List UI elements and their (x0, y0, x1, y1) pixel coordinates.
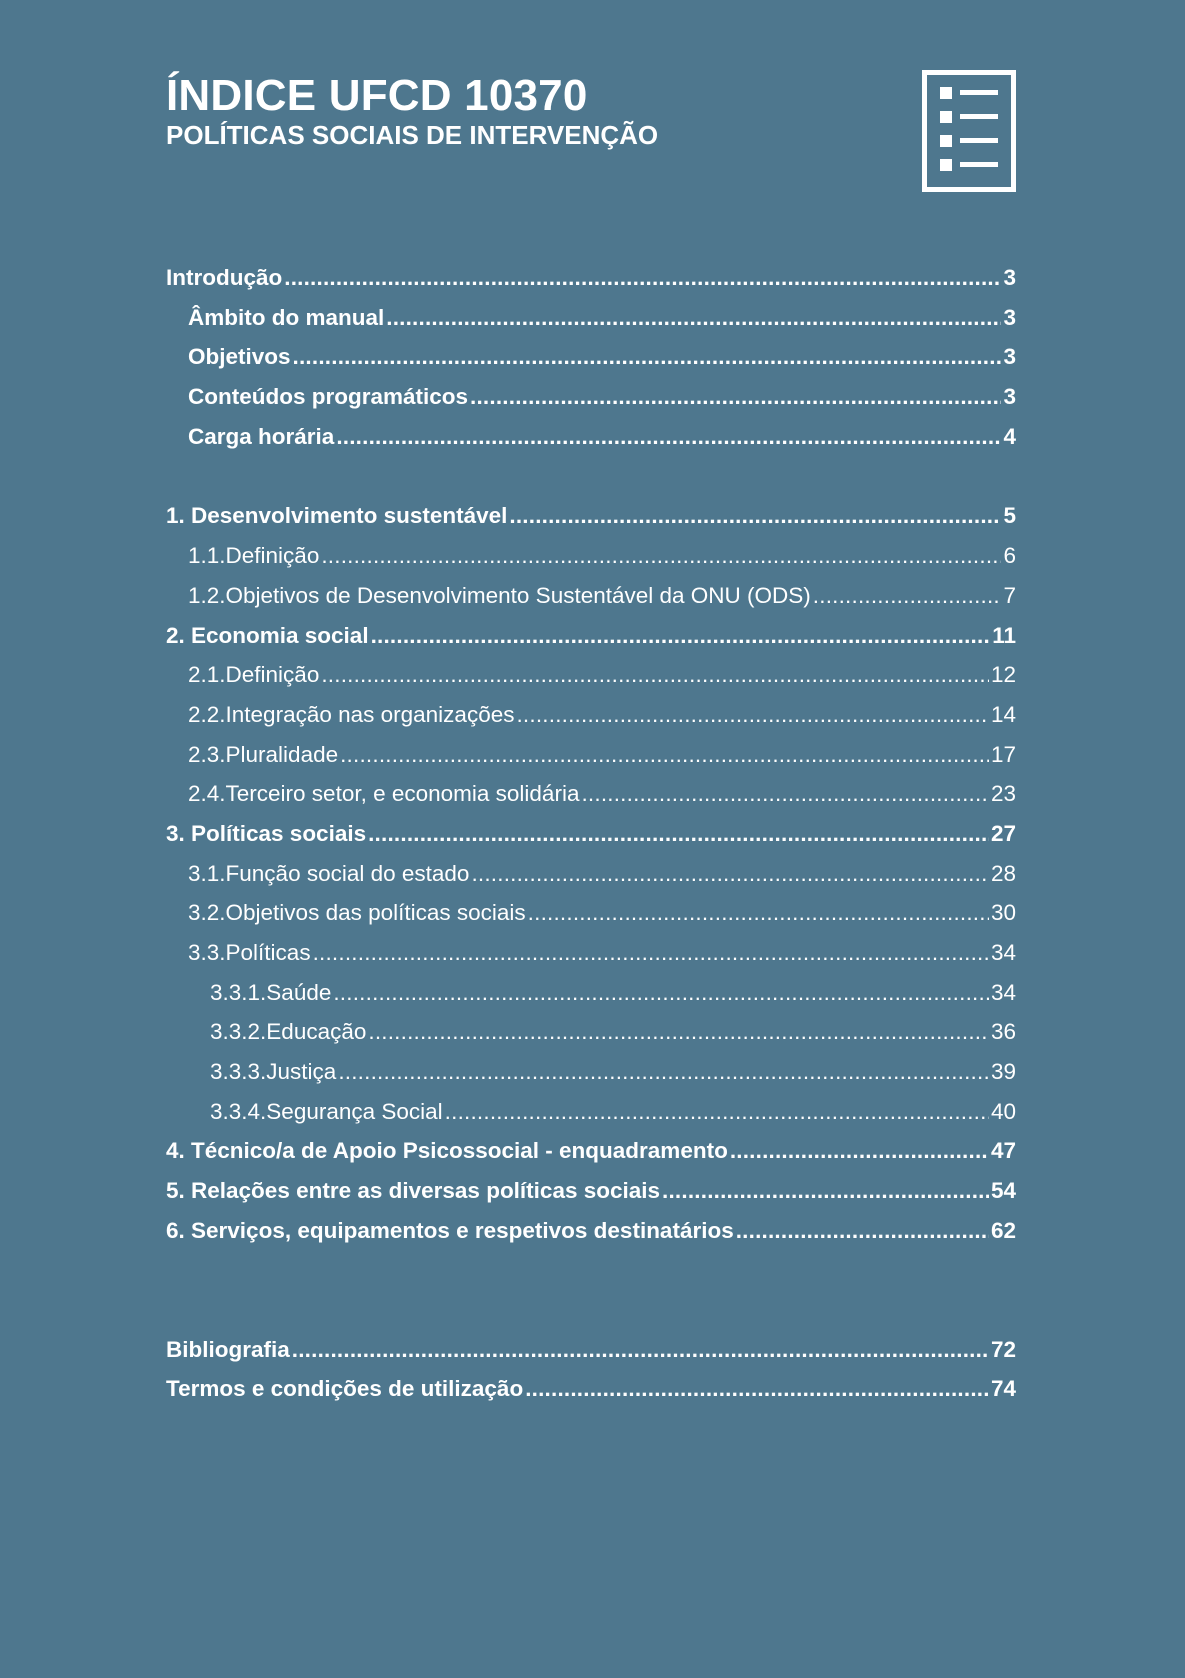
toc-entry-page-number: 5 (1003, 503, 1016, 529)
toc-dot-leader (471, 854, 989, 894)
toc-entry[interactable] (166, 973, 1016, 1013)
toc-dot-leader (581, 774, 989, 814)
toc-dot-leader (313, 933, 989, 973)
toc-dot-leader (662, 1171, 989, 1211)
toc-entry-page-number: 7 (1003, 582, 1016, 608)
toc-dot-leader (284, 258, 1001, 298)
toc-dot-leader (813, 576, 1002, 616)
toc-entry[interactable] (166, 1330, 1016, 1370)
toc-entry-page-number: 72 (990, 1336, 1016, 1362)
toc-entry-page-number: 12 (990, 662, 1016, 688)
toc-entry-page-number: 34 (990, 979, 1016, 1005)
toc-dot-leader (336, 417, 1001, 457)
toc-entry[interactable] (166, 933, 1016, 973)
toc-entry-label: Carga horária (188, 423, 335, 449)
toc-entry[interactable] (166, 1012, 1016, 1052)
toc-entry[interactable] (166, 576, 1016, 616)
toc-entry[interactable] (166, 1052, 1016, 1092)
toc-entry[interactable] (166, 814, 1016, 854)
toc-entry-page-number: 14 (990, 701, 1016, 727)
toc-entry-label: 2.3.Pluralidade (188, 741, 339, 767)
toc-entry-label: 3.2.Objetivos das políticas sociais (188, 900, 526, 926)
toc-dot-leader (340, 735, 989, 775)
toc-entry-label: 4. Técnico/a de Apoio Psicossocial - enquadramento (166, 1138, 728, 1164)
toc-dot-leader (368, 814, 989, 854)
toc-entry-page-number: 30 (990, 900, 1016, 926)
toc-entry[interactable] (166, 735, 1016, 775)
toc-entry-label: Âmbito do manual (188, 304, 385, 330)
toc-dot-leader (321, 655, 989, 695)
page-title: ÍNDICE UFCD 10370 (166, 71, 588, 120)
toc-dot-leader (445, 1092, 989, 1132)
toc-entry-page-number: 36 (990, 1019, 1016, 1045)
toc-entry-label: 1.1.Definição (188, 543, 320, 569)
toc-dot-leader (736, 1211, 989, 1251)
toc-entry-page-number: 3 (1003, 265, 1016, 290)
toc-entry-label: 3.3.1.Saúde (210, 979, 332, 1005)
toc-entry-page-number: 17 (990, 741, 1016, 767)
toc-entry[interactable] (166, 496, 1016, 536)
toc-entry-label: Conteúdos programáticos (188, 384, 469, 410)
page-subtitle: POLÍTICAS SOCIAIS DE INTERVENÇÃO (166, 120, 659, 150)
toc-entry-page-number: 40 (990, 1098, 1016, 1124)
toc-entry-label: 5. Relações entre as diversas políticas sociais (166, 1178, 661, 1204)
toc-entry[interactable] (166, 893, 1016, 933)
document-list-icon (922, 70, 1016, 192)
toc-back-matter-section (166, 1330, 1016, 1409)
toc-dot-leader (333, 973, 989, 1013)
toc-entry[interactable] (166, 298, 1016, 338)
toc-entry[interactable] (166, 1369, 1016, 1409)
toc-entry-page-number: 47 (990, 1138, 1016, 1164)
toc-entry[interactable] (166, 337, 1016, 377)
toc-entry-page-number: 28 (990, 860, 1016, 886)
toc-dot-leader (293, 337, 1002, 377)
toc-dot-leader (368, 1012, 989, 1052)
toc-entry[interactable] (166, 1131, 1016, 1171)
toc-entry-label: 2. Economia social (166, 622, 369, 648)
toc-entry-label: 1. Desenvolvimento sustentável (166, 503, 508, 529)
toc-entry-page-number: 6 (1003, 543, 1016, 569)
toc-entry-page-number: 54 (990, 1178, 1016, 1204)
toc-entry-label: 3.1.Função social do estado (188, 860, 470, 886)
toc-entry-page-number: 4 (1003, 423, 1016, 449)
toc-chapters-section (166, 496, 1016, 1250)
toc-entry[interactable] (166, 1211, 1016, 1251)
toc-entry-label: 3. Políticas sociais (166, 820, 367, 846)
toc-entry[interactable] (166, 417, 1016, 457)
toc-entry-label: Bibliografia (166, 1336, 290, 1362)
toc-dot-leader (470, 377, 1001, 417)
toc-entry-label: 6. Serviços, equipamentos e respetivos destinatários (166, 1217, 734, 1243)
toc-entry-page-number: 3 (1003, 304, 1016, 330)
toc-dot-leader (730, 1131, 989, 1171)
toc-dot-leader (528, 893, 989, 933)
toc-entry-page-number: 3 (1003, 384, 1016, 410)
toc-dot-leader (321, 536, 1001, 576)
toc-dot-leader (292, 1330, 989, 1370)
toc-entry-label: 2.4.Terceiro setor, e economia solidária (188, 781, 580, 807)
toc-entry-label: Introdução (166, 265, 283, 290)
toc-dot-leader (509, 496, 1001, 536)
toc-entry[interactable] (166, 536, 1016, 576)
toc-entry[interactable] (166, 655, 1016, 695)
toc-dot-leader (386, 298, 1001, 338)
toc-entry-label: 3.3.2.Educação (210, 1019, 367, 1045)
toc-entry-page-number: 39 (990, 1059, 1016, 1085)
toc-entry-page-number: 74 (990, 1376, 1016, 1402)
toc-entry-label: Termos e condições de utilização (166, 1376, 524, 1402)
toc-entry-label: 3.3.4.Segurança Social (210, 1098, 443, 1124)
toc-entry-page-number: 3 (1003, 344, 1016, 370)
toc-dot-leader (371, 616, 991, 656)
toc-dot-leader (338, 1052, 989, 1092)
toc-dot-leader (525, 1369, 989, 1409)
toc-entry-label: 1.2.Objetivos de Desenvolvimento Sustentável da ONU (ODS) (188, 582, 811, 608)
toc-entry[interactable] (166, 1092, 1016, 1132)
toc-entry-label: 2.2.Integração nas organizações (188, 701, 515, 727)
page-header (166, 72, 866, 150)
toc-entry-page-number: 34 (990, 940, 1016, 965)
toc-entry-label: 3.3.3.Justiça (210, 1059, 337, 1085)
table-of-contents (166, 258, 1016, 1409)
toc-entry-page-number: 62 (990, 1217, 1016, 1243)
toc-dot-leader (516, 695, 988, 735)
toc-entry[interactable] (166, 1171, 1016, 1211)
toc-entry-page-number: 23 (990, 781, 1016, 807)
toc-entry-label: 2.1.Definição (188, 662, 320, 688)
toc-entry[interactable] (166, 616, 1016, 656)
toc-entry[interactable] (166, 258, 1016, 298)
toc-entry[interactable] (166, 695, 1016, 735)
toc-entry[interactable] (166, 854, 1016, 894)
toc-intro-section (166, 258, 1016, 456)
toc-entry-label: 3.3.Políticas (188, 940, 311, 965)
toc-entry-page-number: 27 (990, 820, 1016, 846)
toc-entry-page-number: 11 (992, 622, 1016, 648)
toc-entry[interactable] (166, 774, 1016, 814)
toc-entry-label: Objetivos (188, 344, 291, 370)
toc-entry[interactable] (166, 377, 1016, 417)
